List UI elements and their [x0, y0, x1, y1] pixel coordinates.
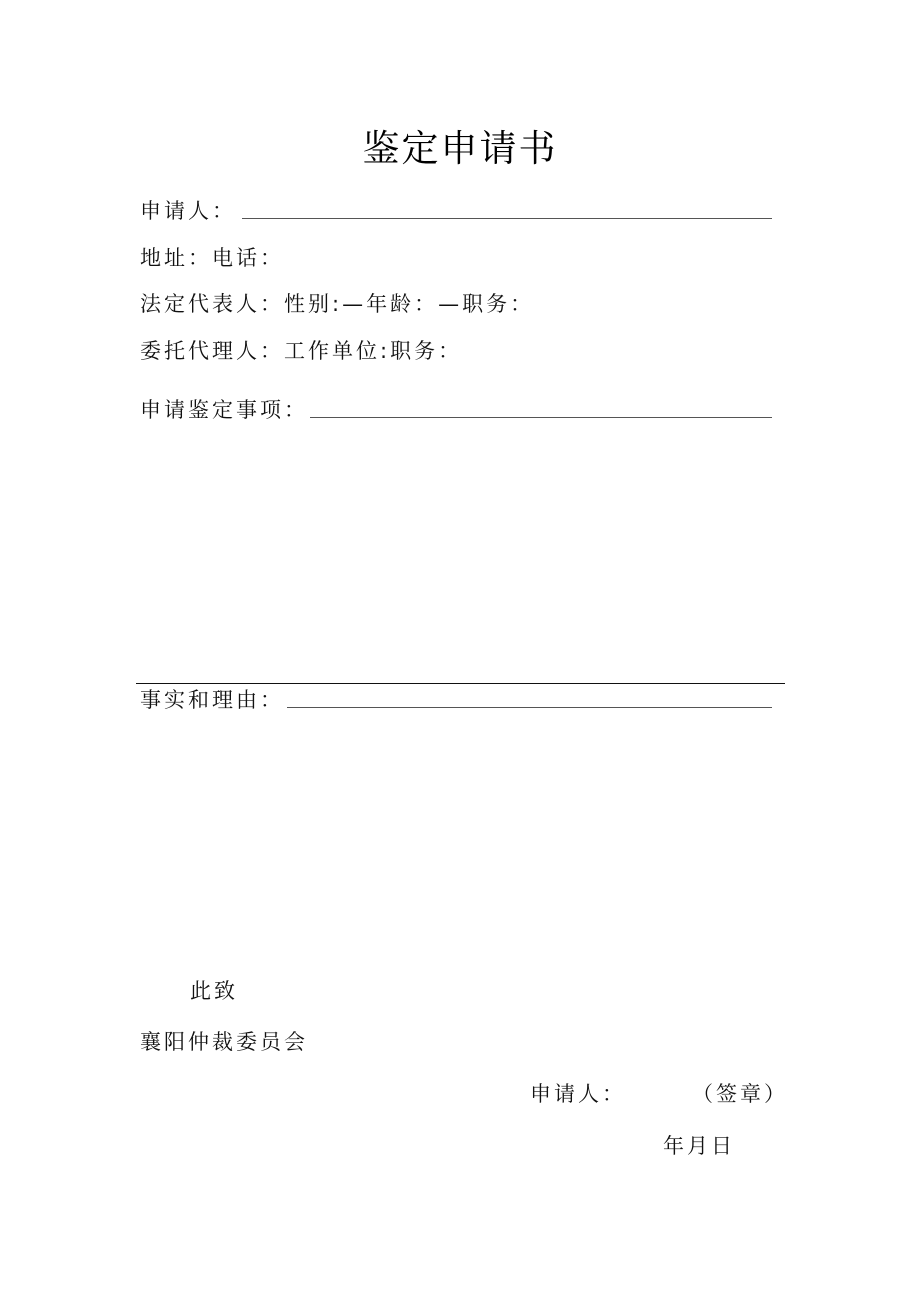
facts-underline: [287, 707, 772, 708]
date-label: 年月日: [663, 1134, 735, 1158]
salutation: 此致: [190, 979, 238, 1003]
agent-line: 委托代理人：工作单位:职务：: [140, 339, 463, 363]
recipient: 襄阳仲裁委员会: [140, 1030, 308, 1054]
document-title: 鉴定申请书: [362, 127, 558, 170]
applicant-underline: [242, 218, 772, 219]
matters-underline: [310, 417, 772, 418]
signature-applicant-label: 申请人：: [530, 1082, 626, 1106]
section-divider: [136, 683, 785, 684]
matters-label: 申请鉴定事项：: [140, 398, 308, 422]
signature-stamp-label: （签章）: [692, 1082, 788, 1106]
legal-representative-line: 法定代表人：性别:—年龄：—职务：: [140, 292, 535, 316]
applicant-label: 申请人：: [140, 199, 236, 223]
facts-label: 事实和理由：: [140, 688, 284, 712]
address-phone-line: 地址：电话：: [140, 246, 284, 270]
